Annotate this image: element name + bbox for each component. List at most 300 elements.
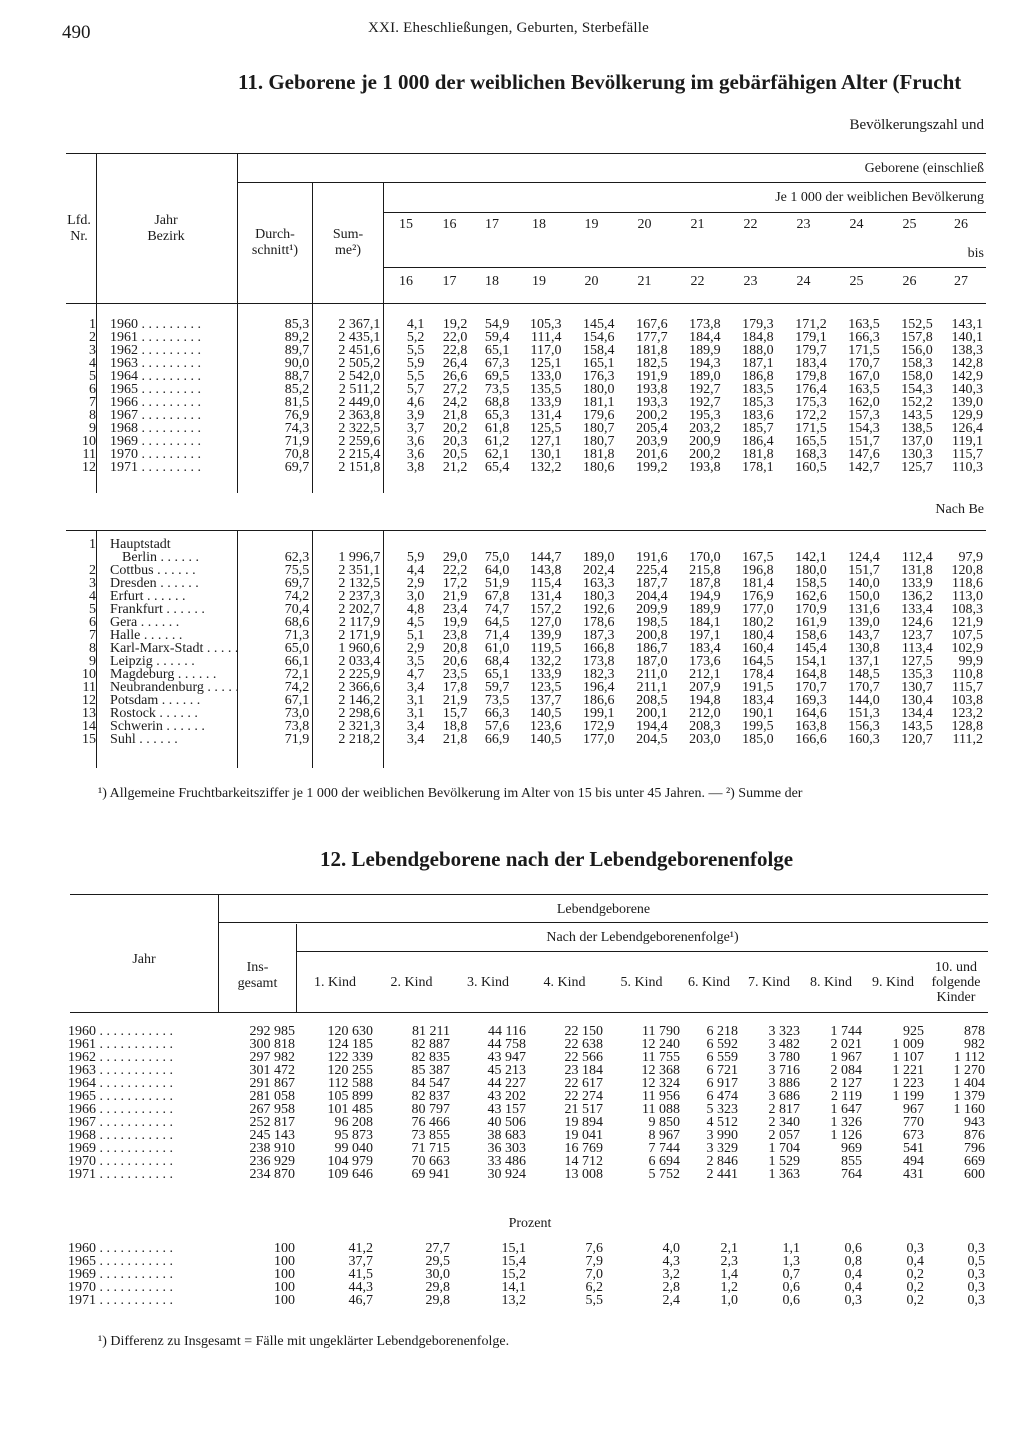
- value-cell: 4,1: [406, 317, 425, 332]
- row-label: 1968 . . .: [96, 422, 237, 435]
- row-number: 8: [89, 408, 97, 423]
- value-cell: 166,6: [795, 732, 827, 747]
- value-cell: 128,8: [951, 719, 983, 734]
- value-cell: 3,2: [662, 1267, 680, 1282]
- value-cell: 2 435,1: [338, 330, 381, 345]
- value-cell: 139,0: [951, 395, 983, 410]
- value-cell: 796: [964, 1141, 985, 1156]
- value-cell: 0,3: [967, 1280, 985, 1295]
- value-cell: 669: [964, 1154, 985, 1169]
- value-cell: 163,5: [848, 382, 880, 397]
- t11-bis: bis: [967, 246, 984, 261]
- value-cell: 176,4: [795, 382, 827, 397]
- value-cell: 0,5: [967, 1254, 985, 1269]
- value-cell: 147,6: [848, 447, 880, 462]
- value-cell: 15,2: [501, 1267, 526, 1282]
- value-cell: 171,5: [848, 343, 880, 358]
- row-number: 1: [89, 317, 97, 332]
- value-cell: 1 160: [953, 1102, 985, 1117]
- value-cell: 27,2: [442, 382, 468, 397]
- value-cell: 71 715: [411, 1141, 450, 1156]
- value-cell: 62,1: [484, 447, 510, 462]
- value-cell: 130,3: [901, 447, 933, 462]
- value-cell: 150,0: [848, 589, 880, 604]
- row-label: Neubrandenburg . . .: [96, 681, 237, 694]
- value-cell: 2 237,3: [338, 589, 381, 604]
- value-cell: 11 790: [642, 1024, 680, 1039]
- row-label: 1960 . . .: [96, 318, 237, 331]
- row-label: Gera . . .: [96, 616, 237, 629]
- t11-footnote: ¹) Allgemeine Fruchtbarkeitsziffer je 1 000 der weiblichen Bevölkerung im Alter von 15 bis unter 45 Jahren. — ²) Summe der: [98, 786, 803, 801]
- value-cell: 177,7: [636, 330, 668, 345]
- row-label: 1962 . . .: [96, 344, 237, 357]
- t11-years-table: [62, 318, 986, 474]
- value-cell: 41,2: [348, 1241, 373, 1256]
- value-cell: 172,2: [795, 408, 827, 423]
- value-cell: 54,9: [484, 317, 510, 332]
- value-cell: 84 547: [411, 1076, 450, 1091]
- value-cell: 144,0: [848, 693, 880, 708]
- value-cell: 68,8: [484, 395, 510, 410]
- value-cell: 157,3: [848, 408, 880, 423]
- value-cell: 163,8: [795, 719, 827, 734]
- t11-age-rule: [384, 212, 986, 213]
- age-cell: 18: [532, 217, 546, 232]
- value-cell: 770: [903, 1115, 924, 1130]
- value-cell: 90,0: [284, 356, 310, 371]
- value-cell: 3,4: [406, 732, 425, 747]
- value-cell: 202,4: [583, 563, 615, 578]
- value-cell: 6 474: [706, 1089, 738, 1104]
- value-cell: 22 150: [564, 1024, 603, 1039]
- value-cell: 74,2: [284, 589, 310, 604]
- value-cell: 111,2: [952, 732, 983, 747]
- t11-section-label: Nach Be: [935, 502, 984, 517]
- value-cell: 163,3: [583, 576, 615, 591]
- value-cell: 154,6: [583, 330, 615, 345]
- value-cell: 200,2: [689, 447, 721, 462]
- value-cell: 119,5: [530, 641, 562, 656]
- value-cell: 74,2: [284, 680, 310, 695]
- value-cell: 876: [964, 1128, 985, 1143]
- value-cell: 151,7: [848, 434, 880, 449]
- value-cell: 215,8: [689, 563, 721, 578]
- value-cell: 2 351,1: [338, 563, 381, 578]
- running-head: XXI. Eheschließungen, Geburten, Sterbefälle: [368, 20, 650, 36]
- value-cell: 160,5: [795, 460, 827, 475]
- value-cell: 4,7: [406, 667, 425, 682]
- value-cell: 129,9: [951, 408, 983, 423]
- value-cell: 61,0: [484, 641, 510, 656]
- value-cell: 133,9: [901, 576, 933, 591]
- row-number: 13: [82, 706, 97, 721]
- value-cell: 70 663: [411, 1154, 450, 1169]
- value-cell: 179,1: [795, 330, 827, 345]
- value-cell: 0,2: [906, 1293, 924, 1308]
- value-cell: 5,5: [406, 369, 425, 384]
- value-cell: 152,5: [901, 317, 933, 332]
- value-cell: 194,4: [636, 719, 668, 734]
- value-cell: 130,4: [901, 693, 933, 708]
- value-cell: 180,0: [795, 563, 827, 578]
- value-cell: 1 107: [892, 1050, 924, 1065]
- value-cell: 1 112: [954, 1050, 985, 1065]
- value-cell: 151,3: [848, 706, 880, 721]
- value-cell: 1 199: [892, 1089, 924, 1104]
- value-cell: 0,6: [844, 1241, 862, 1256]
- age-cell: 16: [442, 217, 457, 232]
- column-header: 3. Kind: [467, 974, 509, 990]
- row-number: 7: [89, 395, 97, 410]
- row-year: 1970 . . .: [68, 1281, 218, 1294]
- value-cell: 154,3: [848, 421, 880, 436]
- age-row: [384, 217, 986, 233]
- value-cell: 67,3: [484, 356, 510, 371]
- value-cell: 183,4: [689, 641, 721, 656]
- t11-age-header: Je 1 000 der weiblichen Bevölkerung: [775, 190, 984, 205]
- row-label: Magdeburg . . .: [96, 668, 237, 681]
- value-cell: 100: [274, 1241, 295, 1256]
- column-header: 1. Kind: [314, 974, 356, 990]
- row-number: 5: [89, 602, 97, 617]
- column-header: 4. Kind: [543, 974, 586, 990]
- value-cell: 188,0: [742, 343, 774, 358]
- value-cell: 59,4: [484, 330, 510, 345]
- value-cell: 191,6: [636, 550, 668, 565]
- value-cell: 20,3: [442, 434, 468, 449]
- value-cell: 138,5: [901, 421, 933, 436]
- value-cell: 109 646: [327, 1167, 373, 1182]
- value-cell: 2 817: [768, 1102, 800, 1117]
- value-cell: 76 466: [411, 1115, 450, 1130]
- value-cell: 13 008: [564, 1167, 603, 1182]
- value-cell: 80 797: [411, 1102, 450, 1117]
- age-cell: 22: [690, 274, 705, 289]
- value-cell: 169,3: [795, 693, 827, 708]
- value-cell: 179,6: [583, 408, 615, 423]
- row-number: 5: [89, 369, 97, 384]
- value-cell: 5,5: [406, 343, 425, 358]
- row-number: 9: [89, 654, 97, 669]
- value-cell: 126,4: [951, 421, 983, 436]
- value-cell: 5,7: [406, 382, 425, 397]
- value-cell: 157,8: [901, 330, 933, 345]
- value-cell: 74,3: [284, 421, 310, 436]
- value-cell: 71,9: [284, 434, 310, 449]
- value-cell: 181,8: [583, 447, 615, 462]
- table-11-subtitle: Bevölkerungszahl und: [849, 117, 984, 133]
- value-cell: 194,9: [689, 589, 721, 604]
- row-label: 1971 . . .: [96, 461, 237, 474]
- value-cell: 158,4: [583, 343, 615, 358]
- t12-percent-table: [68, 1242, 988, 1307]
- value-cell: 2 218,2: [338, 732, 381, 747]
- value-cell: 200,9: [689, 434, 721, 449]
- value-cell: 3 329: [706, 1141, 738, 1156]
- value-cell: 203,2: [689, 421, 721, 436]
- value-cell: 142,7: [848, 460, 880, 475]
- value-cell: 203,9: [636, 434, 668, 449]
- value-cell: 65,4: [484, 460, 510, 475]
- value-cell: 96 208: [334, 1115, 373, 1130]
- value-cell: 133,9: [529, 395, 562, 410]
- value-cell: 64,5: [484, 615, 510, 630]
- value-cell: 154,3: [901, 382, 933, 397]
- value-cell: 154,1: [795, 654, 827, 669]
- value-cell: 68,4: [484, 654, 510, 669]
- value-cell: 180,7: [583, 421, 615, 436]
- value-cell: 200,2: [636, 408, 668, 423]
- value-cell: 189,0: [689, 369, 721, 384]
- value-cell: 131,4: [529, 408, 562, 423]
- value-cell: 2 340: [768, 1115, 800, 1130]
- value-cell: 209,9: [636, 602, 668, 617]
- value-cell: 187,8: [689, 576, 721, 591]
- value-cell: 121,9: [951, 615, 983, 630]
- age-cell: 24: [849, 217, 864, 232]
- value-cell: 89,7: [284, 343, 310, 358]
- value-cell: 205,4: [636, 421, 668, 436]
- value-cell: 5,9: [406, 550, 425, 565]
- value-cell: 23 184: [564, 1063, 603, 1078]
- value-cell: 6 218: [706, 1024, 738, 1039]
- value-cell: 123,2: [951, 706, 983, 721]
- value-cell: 183,4: [742, 693, 774, 708]
- value-cell: 225,4: [636, 563, 668, 578]
- value-cell: 170,7: [795, 680, 827, 695]
- value-cell: 208,3: [689, 719, 721, 734]
- value-cell: 2 846: [706, 1154, 738, 1169]
- value-cell: 982: [964, 1037, 985, 1052]
- value-cell: 3,4: [406, 719, 425, 734]
- value-cell: 187,1: [742, 356, 774, 371]
- t12-group-header: Lebendgeborene: [556, 902, 651, 917]
- value-cell: 123,6: [529, 719, 562, 734]
- value-cell: 297 982: [249, 1050, 295, 1065]
- row-number: 3: [89, 576, 97, 591]
- row-year: 1965 . . .: [68, 1255, 218, 1268]
- value-cell: 192,7: [689, 382, 721, 397]
- value-cell: 130,8: [848, 641, 880, 656]
- value-cell: 1 009: [892, 1037, 924, 1052]
- value-cell: 181,1: [583, 395, 615, 410]
- value-cell: 12 240: [641, 1037, 680, 1052]
- value-cell: 193,3: [636, 395, 668, 410]
- value-cell: 1 704: [768, 1141, 800, 1156]
- value-cell: 85 387: [411, 1063, 450, 1078]
- value-cell: 71,3: [284, 628, 310, 643]
- value-cell: 193,8: [636, 382, 668, 397]
- value-cell: 175,3: [795, 395, 827, 410]
- value-cell: 173,8: [689, 317, 721, 332]
- value-cell: 4 512: [706, 1115, 738, 1130]
- value-cell: 2 542,0: [338, 369, 381, 384]
- value-cell: 181,4: [742, 576, 774, 591]
- value-cell: 2 505,2: [338, 356, 381, 371]
- value-cell: 99,9: [958, 654, 983, 669]
- value-cell: 6 694: [648, 1154, 680, 1169]
- value-cell: 2 033,4: [338, 654, 381, 669]
- value-cell: 103,8: [951, 693, 983, 708]
- age-cell: 21: [690, 217, 705, 232]
- value-cell: 81,5: [284, 395, 310, 410]
- row-label: Hauptstadt: [110, 537, 171, 552]
- value-cell: 164,5: [742, 654, 774, 669]
- value-cell: 183,6: [742, 408, 774, 423]
- value-cell: 2 321,3: [338, 719, 381, 734]
- value-cell: 20,2: [442, 421, 468, 436]
- age-cell: 23: [796, 217, 811, 232]
- value-cell: 123,7: [901, 628, 933, 643]
- value-cell: 157,2: [529, 602, 562, 617]
- value-cell: 18,8: [442, 719, 468, 734]
- value-cell: 89,2: [284, 330, 310, 345]
- value-cell: 2 441: [706, 1167, 738, 1182]
- value-cell: 143,1: [951, 317, 983, 332]
- value-cell: 135,3: [901, 667, 933, 682]
- value-cell: 2 127: [830, 1076, 862, 1091]
- value-cell: 61,8: [484, 421, 510, 436]
- value-cell: 133,4: [901, 602, 933, 617]
- value-cell: 142,1: [795, 550, 827, 565]
- row-number: 10: [82, 667, 97, 682]
- value-cell: 40 506: [487, 1115, 526, 1130]
- column-header: 8. Kind: [810, 974, 852, 990]
- value-cell: 3,7: [406, 421, 425, 436]
- value-cell: 187,3: [583, 628, 615, 643]
- value-cell: 238 910: [249, 1141, 295, 1156]
- value-cell: 194,3: [689, 356, 721, 371]
- value-cell: 127,5: [901, 654, 933, 669]
- value-cell: 22 638: [564, 1037, 603, 1052]
- age-cell: 18: [485, 274, 499, 289]
- value-cell: 189,9: [689, 602, 721, 617]
- value-cell: 11 956: [642, 1089, 680, 1104]
- value-cell: 33 486: [487, 1154, 526, 1169]
- value-cell: 15,7: [442, 706, 468, 721]
- value-cell: 43 202: [487, 1089, 526, 1104]
- value-cell: 133,9: [529, 667, 562, 682]
- row-year: 1965 . . .: [68, 1090, 218, 1103]
- value-cell: 145,4: [795, 641, 827, 656]
- age-row: [384, 274, 986, 290]
- value-cell: 199,5: [742, 719, 774, 734]
- value-cell: 19 894: [564, 1115, 603, 1130]
- value-cell: 943: [964, 1115, 985, 1130]
- value-cell: 211,0: [636, 667, 668, 682]
- value-cell: 124,6: [901, 615, 933, 630]
- value-cell: 75,5: [284, 563, 310, 578]
- value-cell: 73,5: [484, 693, 510, 708]
- value-cell: 186,6: [583, 693, 615, 708]
- value-cell: 17,2: [442, 576, 468, 591]
- value-cell: 301 472: [249, 1063, 295, 1078]
- value-cell: 22,8: [442, 343, 468, 358]
- value-cell: 0,3: [967, 1241, 985, 1256]
- value-cell: 143,8: [529, 563, 562, 578]
- value-cell: 0,4: [844, 1280, 862, 1295]
- row-year: 1971 . . .: [68, 1168, 218, 1181]
- value-cell: 2 225,9: [338, 667, 381, 682]
- value-cell: 190,1: [742, 706, 774, 721]
- value-cell: 267 958: [249, 1102, 295, 1117]
- value-cell: 140,5: [529, 732, 562, 747]
- table-12-title: 12. Lebendgeborene nach der Lebendgeborenenfolge: [320, 847, 794, 871]
- t11-districts-table: [62, 538, 986, 746]
- value-cell: 70,4: [284, 602, 310, 617]
- value-cell: 198,5: [636, 615, 668, 630]
- value-cell: 74,7: [484, 602, 510, 617]
- value-cell: 193,8: [689, 460, 721, 475]
- value-cell: 123,5: [529, 680, 562, 695]
- value-cell: 3,6: [406, 434, 425, 449]
- value-cell: 878: [964, 1024, 985, 1039]
- value-cell: 112 588: [328, 1076, 373, 1091]
- t11-group-rule: [238, 182, 986, 183]
- value-cell: 29,8: [425, 1293, 450, 1308]
- value-cell: 21,2: [442, 460, 468, 475]
- value-cell: 1 647: [830, 1102, 862, 1117]
- value-cell: 158,0: [901, 369, 933, 384]
- value-cell: 82 835: [411, 1050, 450, 1065]
- value-cell: 44 227: [487, 1076, 526, 1091]
- value-cell: 1 379: [953, 1089, 985, 1104]
- value-cell: 72,1: [284, 667, 310, 682]
- value-cell: 21,8: [442, 408, 468, 423]
- value-cell: 104 979: [327, 1154, 373, 1169]
- value-cell: 144,7: [529, 550, 562, 565]
- value-cell: 19,2: [442, 317, 468, 332]
- value-cell: 186,8: [742, 369, 774, 384]
- value-cell: 26,6: [442, 369, 468, 384]
- value-cell: 162,0: [848, 395, 880, 410]
- column-header: 7. Kind: [748, 974, 790, 990]
- row-year: 1969 . . .: [68, 1268, 218, 1281]
- value-cell: 137,0: [901, 434, 933, 449]
- age-cell: 19: [532, 274, 546, 289]
- value-cell: 111,4: [531, 330, 562, 345]
- value-cell: 2 084: [830, 1063, 862, 1078]
- column-header: 9. Kind: [872, 974, 914, 990]
- value-cell: 0,2: [906, 1267, 924, 1282]
- value-cell: 181,8: [636, 343, 668, 358]
- row-year: 1969 . . .: [68, 1142, 218, 1155]
- value-cell: 158,6: [795, 628, 827, 643]
- value-cell: 151,7: [848, 563, 880, 578]
- value-cell: 211,1: [636, 680, 668, 695]
- value-cell: 2 202,7: [338, 602, 381, 617]
- value-cell: 46,7: [348, 1293, 373, 1308]
- t12-columns-header: [297, 952, 988, 1012]
- value-cell: 541: [903, 1141, 924, 1156]
- value-cell: 180,7: [583, 434, 615, 449]
- value-cell: 143,5: [901, 408, 933, 423]
- value-cell: 184,8: [742, 330, 774, 345]
- value-cell: 212,0: [689, 706, 721, 721]
- value-cell: 101 485: [327, 1102, 373, 1117]
- value-cell: 124,4: [848, 550, 880, 565]
- value-cell: 167,5: [742, 550, 774, 565]
- value-cell: 199,2: [636, 460, 668, 475]
- value-cell: 207,9: [689, 680, 721, 695]
- value-cell: 170,0: [689, 550, 721, 565]
- value-cell: 179,8: [795, 369, 827, 384]
- value-cell: 2 451,6: [338, 343, 381, 358]
- row-year: 1967 . . .: [68, 1116, 218, 1129]
- value-cell: 120,7: [901, 732, 933, 747]
- value-cell: 252 817: [249, 1115, 295, 1130]
- value-cell: 0,3: [906, 1241, 924, 1256]
